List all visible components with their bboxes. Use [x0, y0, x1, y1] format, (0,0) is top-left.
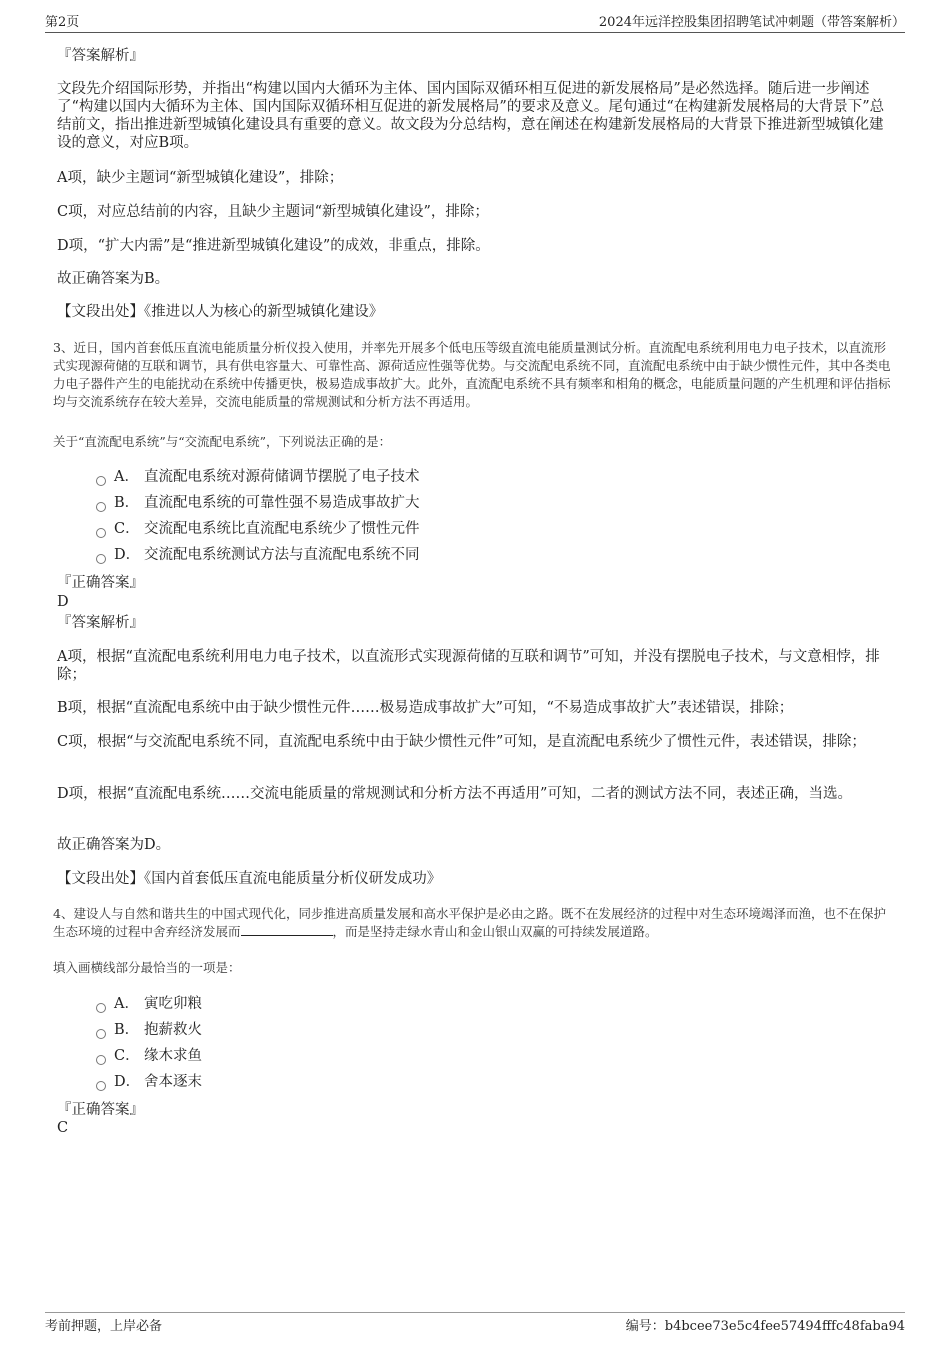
radio-icon[interactable]	[96, 1029, 106, 1039]
analysis-label: 『答案解析』	[57, 615, 144, 631]
radio-icon[interactable]	[96, 1003, 106, 1013]
question-3-stem: 3、近日，国内首套低压直流电能质量分析仪投入使用，并率先开展多个低电压等级直流电能质量测试分析。直流配电系统利用电力电子技术，以直流形式实现源荷储的互联和调节，具有供电容量大、可靠性高、源荷适应性强等优势。与交流配电系统不同，直流配电系统中由于缺少惯性元件，其中各类电力电子器件产生的电能扰动在系统中传播更快，极易造成事故扩大。此外，直流配电系统不具有频率和相角的概念，电能质量问题的产生机理和评估指标均与交流系统存在较大差异，交流电能质量的常规测试和分析方法不再适用。	[53, 340, 891, 409]
page-header	[45, 14, 905, 33]
page-number: 第2页	[45, 15, 80, 30]
document-title: 2024年远洋控股集团招聘笔试冲刺题（带答案解析）	[598, 15, 905, 30]
analysis-option-d: D项，根据“直流配电系统……交流电能质量的常规测试和分析方法不再适用”可知，二者的测试方法不同，表述正确，当选。	[57, 786, 852, 802]
question-3-prompt: 关于“直流配电系统”与“交流配电系统”，下列说法正确的是：	[53, 434, 392, 449]
analysis-option-c: C项，对应总结前的内容，且缺少主题词“新型城镇化建设”，排除；	[57, 204, 489, 220]
analysis-option-c: C项，根据“与交流配电系统不同，直流配电系统中由于缺少惯性元件”可知，是直流配电系统少了惯性元件，表述错误，排除；	[57, 734, 866, 750]
answer-conclusion: 故正确答案为D。	[57, 837, 171, 853]
radio-icon[interactable]	[96, 476, 106, 486]
analysis-option-b: B项，根据“直流配电系统中由于缺少惯性元件……极易造成事故扩大”可知，“不易造成事故扩大”表述错误，排除；	[57, 700, 794, 716]
passage-source: 【文段出处】《国内首套低压直流电能质量分析仪研发成功》	[57, 871, 442, 887]
correct-answer-label: 『正确答案』	[57, 1102, 144, 1118]
radio-icon[interactable]	[96, 554, 106, 564]
question-4-option-b[interactable]: B． 抱薪救火	[96, 1021, 202, 1039]
passage-source: 【文段出处】《推进以人为核心的新型城镇化建设》	[57, 304, 384, 320]
question-4-stem: 4、建设人与自然和谐共生的中国式现代化，同步推进高质量发展和高水平保护是必由之路。既不在发展经济的过程中对生态环境竭泽而渔，也不在保护生态环境的过程中舍弃经济发展而 ，而是坚持走绿水青山和金山银山双赢的可持续发展道路。	[53, 906, 886, 939]
analysis-option-d: D项，“扩大内需”是“推进新型城镇化建设”的成效，非重点，排除。	[57, 238, 490, 254]
question-4-prompt: 填入画横线部分最恰当的一项是：	[53, 960, 241, 975]
document-id: 编号：b4bcee73e5c4fee57494fffc48faba94	[625, 1319, 905, 1334]
question-4-option-d[interactable]: D． 舍本逐末	[96, 1073, 202, 1091]
analysis-option-a: A项，根据“直流配电系统利用电力电子技术，以直流形式实现源荷储的互联和调节”可知，并没有摆脱电子技术，与文意相悖，排除；	[57, 649, 880, 683]
question-3-option-a[interactable]: A． 直流配电系统对源荷储调节摆脱了电子技术	[96, 468, 420, 486]
correct-answer: C	[57, 1120, 69, 1136]
radio-icon[interactable]	[96, 1081, 106, 1091]
radio-icon[interactable]	[96, 502, 106, 512]
question-3-option-c[interactable]: C． 交流配电系统比直流配电系统少了惯性元件	[96, 520, 420, 538]
correct-answer: D	[57, 594, 69, 610]
fill-blank	[241, 923, 333, 936]
correct-answer-label: 『正确答案』	[57, 575, 144, 591]
question-3-option-b[interactable]: B． 直流配电系统的可靠性强不易造成事故扩大	[96, 494, 420, 512]
question-4-option-c[interactable]: C． 缘木求鱼	[96, 1047, 202, 1065]
analysis-paragraph: 文段先介绍国际形势，并指出“构建以国内大循环为主体、国内国际双循环相互促进的新发展格局”是必然选择。随后进一步阐述了“构建以国内大循环为主体、国内国际双循环相互促进的新发展格局”的要求及意义。尾句通过“在构建新发展格局的大背景下”总结前文，指出推进新型城镇化建设具有重要的意义。故文段为分总结构，意在阐述在构建新发展格局的大背景下推进新型城镇化建设的意义，对应B项。	[57, 81, 885, 151]
page-footer	[45, 1312, 905, 1335]
radio-icon[interactable]	[96, 1055, 106, 1065]
answer-conclusion: 故正确答案为B。	[57, 271, 170, 287]
analysis-label: 『答案解析』	[57, 48, 144, 64]
footer-slogan: 考前押题，上岸必备	[45, 1319, 163, 1334]
radio-icon[interactable]	[96, 528, 106, 538]
question-3-option-d[interactable]: D． 交流配电系统测试方法与直流配电系统不同	[96, 546, 420, 564]
analysis-option-a: A项，缺少主题词“新型城镇化建设”，排除；	[57, 170, 344, 186]
question-4-option-a[interactable]: A． 寅吃卯粮	[96, 995, 202, 1013]
